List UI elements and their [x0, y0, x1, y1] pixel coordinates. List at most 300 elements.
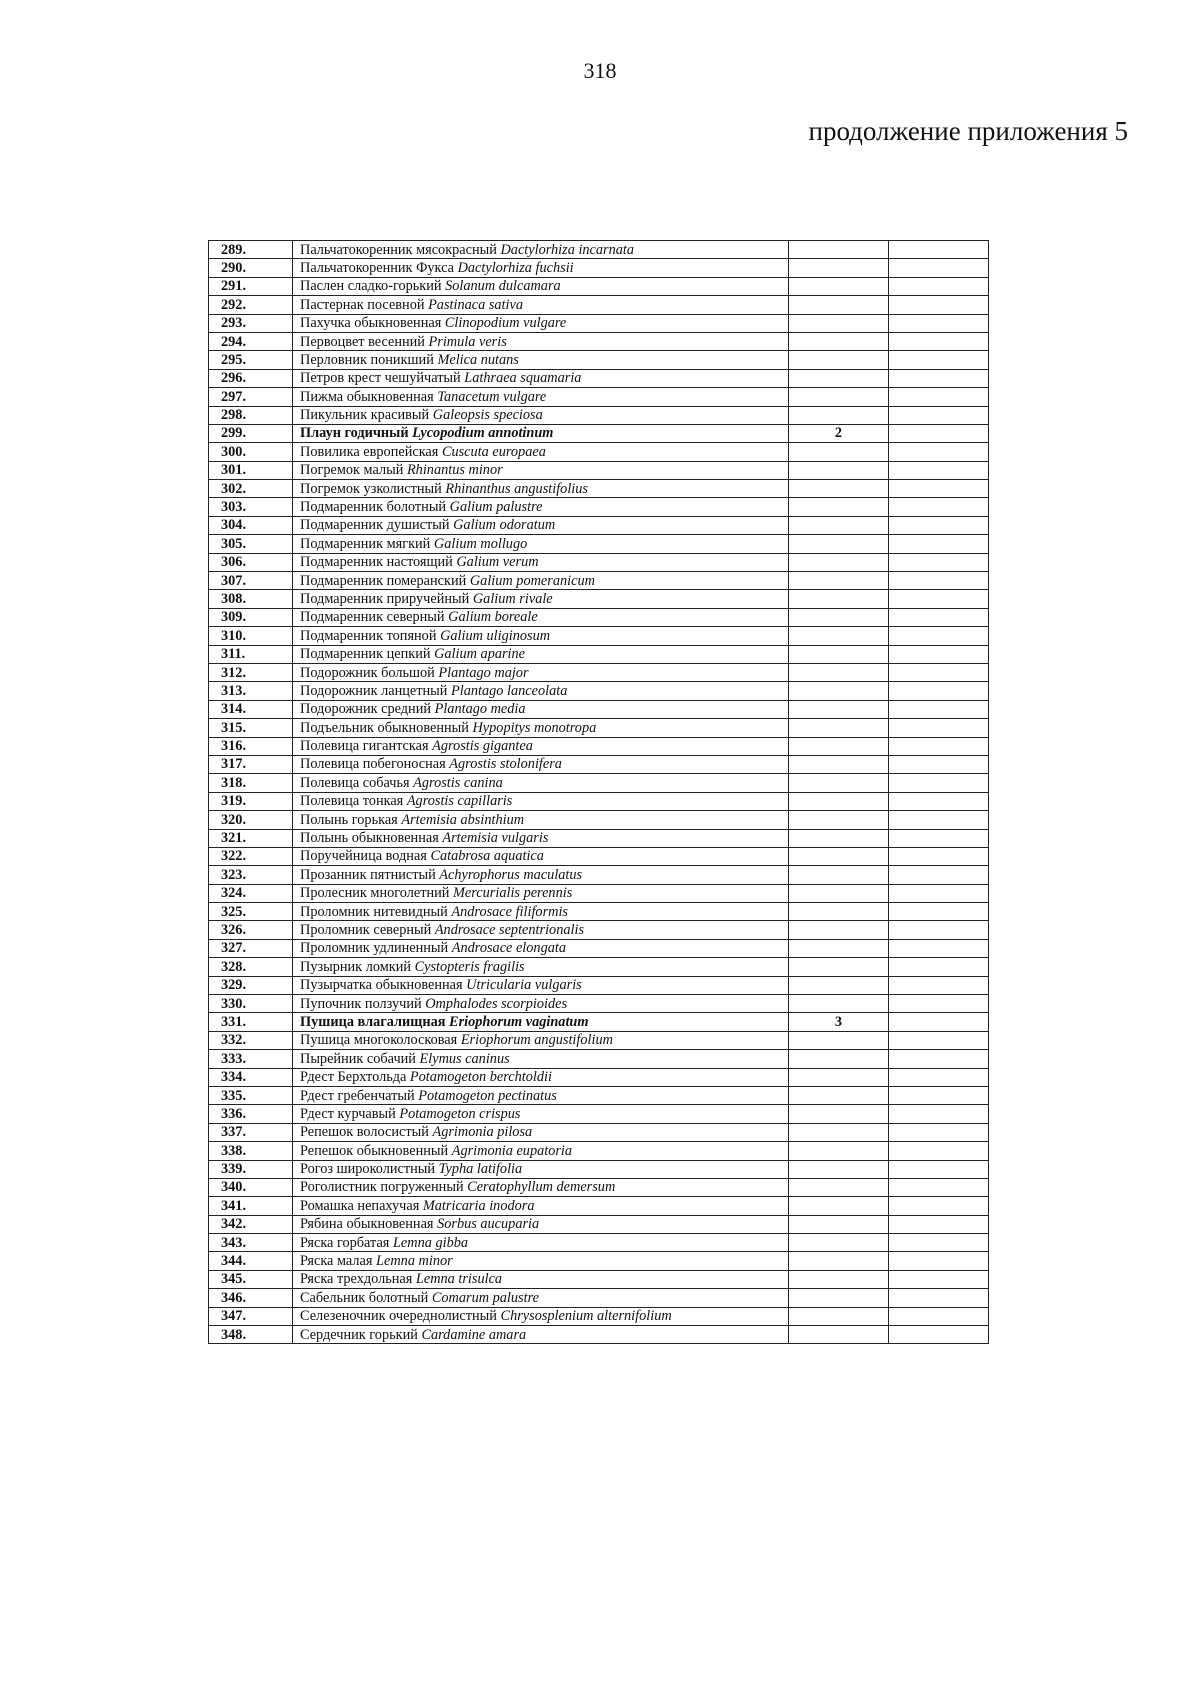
- empty-cell: [889, 241, 989, 259]
- empty-cell: [889, 498, 989, 516]
- table-row: [209, 792, 989, 810]
- table-row: [209, 866, 989, 884]
- species-name-cell: [293, 958, 789, 976]
- species-russian-name: Подъельник обыкновенный: [300, 719, 469, 736]
- category-cell: [789, 976, 889, 994]
- empty-cell: [889, 461, 989, 479]
- row-number: 304.: [209, 516, 293, 534]
- species-latin-name: Galium verum: [456, 554, 539, 571]
- species-russian-name: Подмаренник мягкий: [300, 535, 431, 552]
- category-cell: [789, 995, 889, 1013]
- table-row: [209, 1270, 989, 1288]
- species-russian-name: Погремок малый: [300, 462, 404, 479]
- species-russian-name: Пушица влагалищная: [300, 1013, 446, 1030]
- category-cell: [789, 663, 889, 681]
- row-number: 300.: [209, 443, 293, 461]
- species-latin-name: Galium aparine: [434, 646, 526, 663]
- row-number: 293.: [209, 314, 293, 332]
- species-name-cell: [293, 1307, 789, 1325]
- species-latin-name: Mercurialis perennis: [453, 885, 573, 902]
- table-row: [209, 461, 989, 479]
- species-name-cell: [293, 590, 789, 608]
- species-latin-name: Galeopsis speciosa: [432, 407, 543, 424]
- species-latin-name: Chrysosplenium alternifolium: [500, 1308, 672, 1325]
- species-latin-name: Achyrophorus maculatus: [439, 866, 583, 883]
- category-cell: [789, 1050, 889, 1068]
- category-cell: [789, 866, 889, 884]
- species-name-cell: [293, 995, 789, 1013]
- species-latin-name: Plantago media: [434, 701, 526, 718]
- empty-cell: [889, 1160, 989, 1178]
- species-russian-name: Пахучка обыкновенная: [300, 315, 442, 332]
- species-latin-name: Galium odoratum: [453, 517, 556, 534]
- empty-cell: [889, 1252, 989, 1270]
- row-number: 340.: [209, 1178, 293, 1196]
- empty-cell: [889, 553, 989, 571]
- species-russian-name: Рябина обыкновенная: [300, 1216, 434, 1233]
- species-name-cell: [293, 903, 789, 921]
- table-row: [209, 332, 989, 350]
- species-name-cell: [293, 351, 789, 369]
- species-latin-name: Omphalodes scorpioides: [425, 995, 568, 1012]
- empty-cell: [889, 1142, 989, 1160]
- table-row: [209, 995, 989, 1013]
- species-latin-name: Pastinaca sativa: [428, 296, 523, 313]
- row-number: 292.: [209, 296, 293, 314]
- row-number: 345.: [209, 1270, 293, 1288]
- category-cell: [789, 737, 889, 755]
- species-name-cell: [293, 1050, 789, 1068]
- row-number: 323.: [209, 866, 293, 884]
- species-name-cell: [293, 388, 789, 406]
- species-latin-name: Artemisia vulgaris: [442, 830, 549, 847]
- category-cell: [789, 700, 889, 718]
- category-cell: [789, 332, 889, 350]
- empty-cell: [889, 1086, 989, 1104]
- empty-cell: [889, 296, 989, 314]
- species-russian-name: Пупочник ползучий: [300, 995, 422, 1012]
- empty-cell: [889, 443, 989, 461]
- category-cell: [789, 1123, 889, 1141]
- empty-cell: [889, 1013, 989, 1031]
- category-cell: [789, 884, 889, 902]
- species-latin-name: Agrostis stolonifera: [449, 756, 562, 773]
- species-name-cell: [293, 1068, 789, 1086]
- category-cell: [789, 939, 889, 957]
- species-latin-name: Galium palustre: [449, 499, 543, 516]
- row-number: 325.: [209, 903, 293, 921]
- empty-cell: [889, 847, 989, 865]
- table-row: [209, 1197, 989, 1215]
- species-name-cell: [293, 241, 789, 259]
- species-name-cell: [293, 921, 789, 939]
- species-russian-name: Петров крест чешуйчатый: [300, 370, 461, 387]
- species-russian-name: Проломник удлиненный: [300, 940, 449, 957]
- species-russian-name: Полевица побегоносная: [300, 756, 446, 773]
- empty-cell: [889, 755, 989, 773]
- species-table: [208, 240, 989, 1344]
- table-row: [209, 1142, 989, 1160]
- species-latin-name: Agrimonia pilosa: [432, 1124, 533, 1141]
- species-name-cell: [293, 774, 789, 792]
- species-name-cell: [293, 498, 789, 516]
- species-name-cell: [293, 1142, 789, 1160]
- empty-cell: [889, 1178, 989, 1196]
- category-cell: [789, 516, 889, 534]
- species-latin-name: Ceratophyllum demersum: [467, 1179, 616, 1196]
- species-latin-name: Galium uliginosum: [440, 627, 551, 644]
- empty-cell: [889, 480, 989, 498]
- species-latin-name: Cuscuta europaea: [441, 443, 546, 460]
- species-latin-name: Eriophorum vaginatum: [449, 1013, 589, 1030]
- empty-cell: [889, 1307, 989, 1325]
- species-latin-name: Androsace elongata: [451, 940, 566, 957]
- species-russian-name: Сабельник болотный: [300, 1289, 429, 1306]
- species-name-cell: [293, 976, 789, 994]
- category-cell: [789, 259, 889, 277]
- category-cell: [789, 627, 889, 645]
- species-latin-name: Plantago major: [438, 664, 529, 681]
- table-row: [209, 241, 989, 259]
- row-number: 329.: [209, 976, 293, 994]
- category-cell: [789, 1068, 889, 1086]
- empty-cell: [889, 811, 989, 829]
- table-row: [209, 627, 989, 645]
- category-cell: [789, 1178, 889, 1196]
- empty-cell: [889, 792, 989, 810]
- row-number: 338.: [209, 1142, 293, 1160]
- species-russian-name: Подорожник ланцетный: [300, 682, 448, 699]
- species-name-cell: [293, 884, 789, 902]
- species-latin-name: Lathraea squamaria: [464, 370, 582, 387]
- table-row: [209, 1215, 989, 1233]
- table-row: [209, 1160, 989, 1178]
- empty-cell: [889, 1197, 989, 1215]
- category-cell: [789, 921, 889, 939]
- table-row: [209, 719, 989, 737]
- table-row: [209, 663, 989, 681]
- row-number: 305.: [209, 535, 293, 553]
- category-cell: [789, 241, 889, 259]
- empty-cell: [889, 939, 989, 957]
- species-russian-name: Подмаренник приручейный: [300, 590, 470, 607]
- row-number: 306.: [209, 553, 293, 571]
- row-number: 342.: [209, 1215, 293, 1233]
- species-russian-name: Подорожник средний: [300, 701, 432, 718]
- species-russian-name: Проломник северный: [300, 922, 432, 938]
- species-russian-name: Репешок обыкновенный: [300, 1142, 449, 1159]
- empty-cell: [889, 572, 989, 590]
- species-russian-name: Первоцвет весенний: [300, 333, 425, 350]
- species-russian-name: Полынь горькая: [300, 811, 398, 828]
- table-row: [209, 1105, 989, 1123]
- species-latin-name: Artemisia absinthium: [401, 811, 525, 828]
- row-number: 331.: [209, 1013, 293, 1031]
- species-russian-name: Подмаренник болотный: [300, 499, 447, 516]
- species-russian-name: Подмаренник настоящий: [300, 554, 453, 571]
- row-number: 335.: [209, 1086, 293, 1104]
- row-number: 324.: [209, 884, 293, 902]
- row-number: 333.: [209, 1050, 293, 1068]
- species-latin-name: Agrimonia eupatoria: [451, 1142, 573, 1159]
- species-name-cell: [293, 1197, 789, 1215]
- species-latin-name: Dactylorhiza fuchsii: [457, 259, 574, 276]
- species-name-cell: [293, 535, 789, 553]
- row-number: 348.: [209, 1326, 293, 1344]
- table-row: [209, 1050, 989, 1068]
- row-number: 318.: [209, 774, 293, 792]
- category-cell: [789, 443, 889, 461]
- species-name-cell: [293, 1086, 789, 1104]
- empty-cell: [889, 332, 989, 350]
- empty-cell: [889, 277, 989, 295]
- empty-cell: [889, 369, 989, 387]
- empty-cell: [889, 921, 989, 939]
- table-row: [209, 682, 989, 700]
- row-number: 316.: [209, 737, 293, 755]
- species-latin-name: Melica nutans: [437, 351, 519, 368]
- category-cell: [789, 388, 889, 406]
- row-number: 332.: [209, 1031, 293, 1049]
- species-russian-name: Пролесник многолетний: [300, 885, 450, 902]
- category-cell: [789, 314, 889, 332]
- species-name-cell: [293, 700, 789, 718]
- species-russian-name: Рогоз широколистный: [300, 1161, 436, 1178]
- table-row: [209, 1307, 989, 1325]
- species-russian-name: Перловник поникший: [300, 351, 434, 368]
- category-cell: [789, 1086, 889, 1104]
- species-latin-name: Galium rivale: [472, 590, 553, 607]
- category-cell: [789, 1307, 889, 1325]
- species-name-cell: [293, 737, 789, 755]
- empty-cell: [889, 737, 989, 755]
- species-name-cell: [293, 755, 789, 773]
- species-latin-name: Matricaria inodora: [422, 1197, 535, 1214]
- category-cell: [789, 755, 889, 773]
- species-russian-name: Плаун годичный: [300, 425, 409, 442]
- category-cell: [789, 1252, 889, 1270]
- species-latin-name: Potamogeton pectinatus: [418, 1087, 557, 1104]
- species-name-cell: [293, 314, 789, 332]
- category-cell: 2: [789, 424, 889, 442]
- table-row: [209, 498, 989, 516]
- row-number: 347.: [209, 1307, 293, 1325]
- species-russian-name: Подмаренник душистый: [300, 517, 450, 534]
- category-cell: [789, 1289, 889, 1307]
- row-number: 315.: [209, 719, 293, 737]
- species-latin-name: Solanum dulcamara: [445, 278, 561, 295]
- row-number: 303.: [209, 498, 293, 516]
- species-latin-name: Lycopodium annotinum: [412, 425, 554, 442]
- row-number: 327.: [209, 939, 293, 957]
- species-name-cell: [293, 461, 789, 479]
- empty-cell: [889, 1215, 989, 1233]
- species-name-cell: [293, 1123, 789, 1141]
- row-number: 326.: [209, 921, 293, 939]
- species-russian-name: Подмаренник цепкий: [300, 646, 431, 663]
- category-cell: [789, 498, 889, 516]
- category-cell: [789, 461, 889, 479]
- category-cell: [789, 903, 889, 921]
- row-number: 343.: [209, 1234, 293, 1252]
- species-name-cell: [293, 1326, 789, 1344]
- species-russian-name: Пастернак посевной: [300, 296, 425, 313]
- species-name-cell: [293, 1031, 789, 1049]
- row-number: 337.: [209, 1123, 293, 1141]
- table-row: [209, 645, 989, 663]
- table-row: [209, 572, 989, 590]
- empty-cell: [889, 1031, 989, 1049]
- species-russian-name: Повилика европейская: [300, 443, 439, 460]
- category-cell: [789, 1197, 889, 1215]
- species-latin-name: Lemna gibba: [392, 1234, 469, 1251]
- empty-cell: [889, 535, 989, 553]
- row-number: 290.: [209, 259, 293, 277]
- species-latin-name: Galium mollugo: [433, 535, 528, 552]
- table-row: [209, 976, 989, 994]
- species-russian-name: Полевица собачья: [300, 774, 410, 791]
- table-row: [209, 829, 989, 847]
- table-row: [209, 1031, 989, 1049]
- species-latin-name: Galium pomeranicum: [469, 572, 595, 589]
- row-number: 339.: [209, 1160, 293, 1178]
- species-name-cell: [293, 608, 789, 626]
- species-table-body: [209, 241, 989, 1344]
- table-row: [209, 755, 989, 773]
- table-row: [209, 1068, 989, 1086]
- empty-cell: [889, 663, 989, 681]
- table-row: [209, 590, 989, 608]
- species-latin-name: Tanacetum vulgare: [437, 388, 547, 405]
- species-russian-name: Подорожник большой: [300, 664, 435, 681]
- category-cell: 3: [789, 1013, 889, 1031]
- species-russian-name: Пикульник красивый: [300, 407, 430, 424]
- species-name-cell: [293, 847, 789, 865]
- row-number: 330.: [209, 995, 293, 1013]
- species-russian-name: Сердечник горький: [300, 1326, 418, 1343]
- species-latin-name: Catabrosa aquatica: [430, 848, 544, 865]
- species-russian-name: Подмаренник померанский: [300, 572, 467, 589]
- row-number: 334.: [209, 1068, 293, 1086]
- species-name-cell: [293, 1178, 789, 1196]
- table-row: [209, 1252, 989, 1270]
- empty-cell: [889, 1326, 989, 1344]
- species-latin-name: Galium boreale: [448, 609, 538, 626]
- species-latin-name: Clinopodium vulgare: [444, 315, 567, 332]
- empty-cell: [889, 995, 989, 1013]
- category-cell: [789, 1326, 889, 1344]
- empty-cell: [889, 645, 989, 663]
- species-latin-name: Agrostis capillaris: [406, 793, 513, 810]
- row-number: 320.: [209, 811, 293, 829]
- table-row: [209, 516, 989, 534]
- table-row: [209, 369, 989, 387]
- species-russian-name: Полынь обыкновенная: [300, 830, 439, 847]
- species-latin-name: Typha latifolia: [438, 1161, 523, 1178]
- species-latin-name: Androsace septentrionalis: [434, 922, 585, 938]
- species-russian-name: Ромашка непахучая: [300, 1197, 420, 1214]
- species-russian-name: Пушица многоколосковая: [300, 1032, 458, 1049]
- species-russian-name: Прозанник пятнистый: [300, 866, 436, 883]
- row-number: 294.: [209, 332, 293, 350]
- empty-cell: [889, 259, 989, 277]
- species-russian-name: Рдест курчавый: [300, 1105, 396, 1122]
- table-row: [209, 296, 989, 314]
- species-latin-name: Dactylorhiza incarnata: [500, 241, 635, 258]
- species-name-cell: [293, 1013, 789, 1031]
- category-cell: [789, 1142, 889, 1160]
- table-row: [209, 958, 989, 976]
- species-name-cell: [293, 645, 789, 663]
- empty-cell: [889, 406, 989, 424]
- species-latin-name: Primula veris: [428, 333, 507, 350]
- category-cell: [789, 369, 889, 387]
- species-latin-name: Rhinantus minor: [406, 462, 503, 479]
- table-row: [209, 847, 989, 865]
- row-number: 291.: [209, 277, 293, 295]
- table-row: [209, 700, 989, 718]
- species-latin-name: Agrostis canina: [413, 774, 503, 791]
- row-number: 302.: [209, 480, 293, 498]
- species-russian-name: Пырейник собачий: [300, 1050, 416, 1067]
- category-cell: [789, 277, 889, 295]
- empty-cell: [889, 719, 989, 737]
- empty-cell: [889, 627, 989, 645]
- empty-cell: [889, 884, 989, 902]
- species-russian-name: Рдест Берхтольда: [300, 1069, 407, 1086]
- species-latin-name: Utricularia vulgaris: [466, 977, 582, 994]
- empty-cell: [889, 1270, 989, 1288]
- empty-cell: [889, 314, 989, 332]
- row-number: 312.: [209, 663, 293, 681]
- species-name-cell: [293, 553, 789, 571]
- species-russian-name: Ряска малая: [300, 1253, 373, 1270]
- table-row: [209, 480, 989, 498]
- table-row: [209, 737, 989, 755]
- category-cell: [789, 645, 889, 663]
- species-name-cell: [293, 1160, 789, 1178]
- species-russian-name: Пальчатокоренник Фукса: [300, 259, 454, 276]
- category-cell: [789, 829, 889, 847]
- table-row: [209, 259, 989, 277]
- species-name-cell: [293, 1270, 789, 1288]
- empty-cell: [889, 1234, 989, 1252]
- species-name-cell: [293, 1252, 789, 1270]
- species-latin-name: Plantago lanceolata: [451, 682, 568, 699]
- category-cell: [789, 847, 889, 865]
- species-russian-name: Ряска горбатая: [300, 1234, 390, 1251]
- table-row: [209, 608, 989, 626]
- empty-cell: [889, 829, 989, 847]
- row-number: 346.: [209, 1289, 293, 1307]
- species-latin-name: Rhinanthus angustifolius: [445, 480, 588, 497]
- species-name-cell: [293, 627, 789, 645]
- row-number: 311.: [209, 645, 293, 663]
- species-name-cell: [293, 663, 789, 681]
- table-row: [209, 553, 989, 571]
- table-row: [209, 314, 989, 332]
- empty-cell: [889, 388, 989, 406]
- category-cell: [789, 1105, 889, 1123]
- category-cell: [789, 572, 889, 590]
- empty-cell: [889, 1123, 989, 1141]
- empty-cell: [889, 1050, 989, 1068]
- species-name-cell: [293, 480, 789, 498]
- category-cell: [789, 792, 889, 810]
- empty-cell: [889, 1105, 989, 1123]
- species-russian-name: Репешок волосистый: [300, 1124, 429, 1141]
- empty-cell: [889, 903, 989, 921]
